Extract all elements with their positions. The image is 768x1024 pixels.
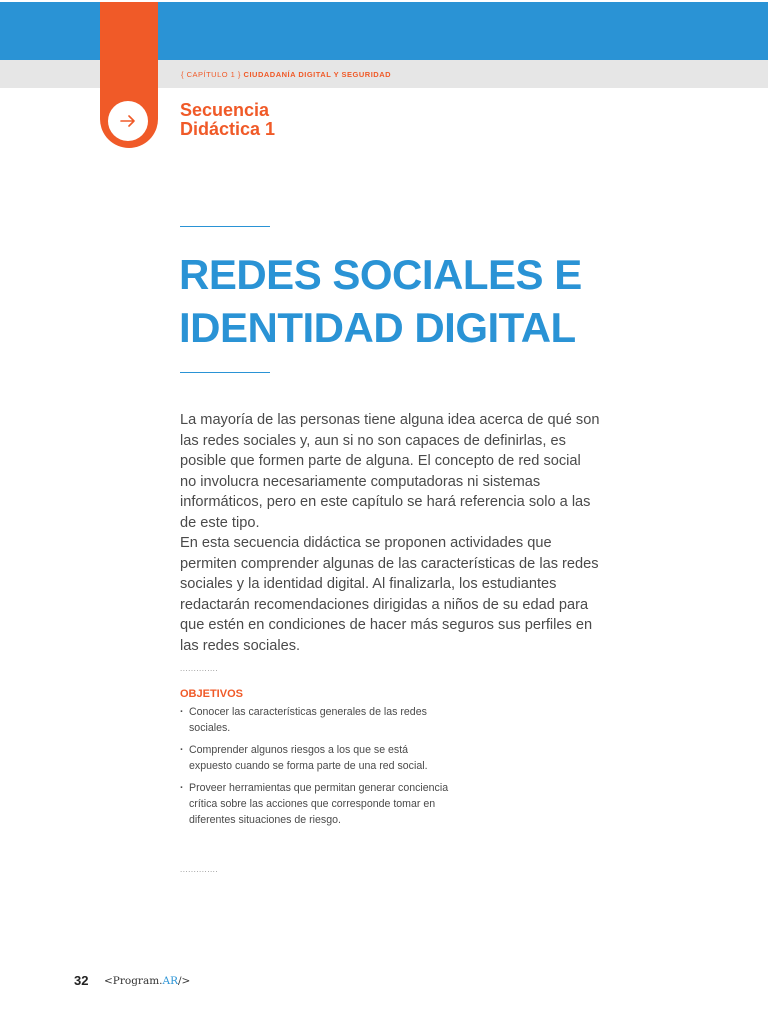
intro-paragraph-2: En esta secuencia didáctica se proponen actividades que permiten comprender algunas de las características de las redes sociales y la identidad digital. Al finalizarla, los estudiantes redactarán recomendaciones dirigidas a niños de su edad para que estén en condiciones de hacer más seguros sus perfiles en las redes sociales. [180,535,599,654]
bottom-divider [180,372,270,373]
brand-prefix: <Program. [104,975,163,987]
page-title-line2: IDENTIDAD DIGITAL [179,304,576,351]
page-title [179,248,659,354]
arrow-right-icon [108,101,148,141]
separator-dots-top: .............. [180,664,219,673]
brand-logo [104,975,190,987]
page-title-line1: REDES SOCIALES E [179,251,582,298]
sequence-title-line2: Didáctica 1 [180,119,276,139]
chapter-title: CIUDADANÍA DIGITAL Y SEGURIDAD [243,70,392,79]
objective-item: · Comprender algunos riesgos a los que se está expuesto cuando se forma parte de una red social. [180,742,450,775]
objective-item: · Conocer las características generales de las redes sociales. [180,704,450,737]
intro-paragraph-1: La mayoría de las personas tiene alguna idea acerca de qué son las redes sociales y, aun si no son capaces de definirlas, es posible que formen parte de alguna. El concepto de red social no involucra necesariamente computadoras ni sistemas informáticos, pero en este capítulo se hará referencia solo a las de este tipo. [180,412,600,531]
chapter-label: { CAPÍTULO 1 } [181,70,241,79]
separator-dots-bottom: .............. [180,865,219,874]
objectives-list [180,704,450,834]
sequence-title [180,101,275,139]
top-divider [180,226,270,227]
objectives-heading: OBJETIVOS [180,688,243,700]
sequence-title-line1: Secuencia [180,100,270,120]
brand-ar: AR [162,975,178,987]
chapter-header [181,70,391,79]
brand-suffix: /> [178,975,191,987]
objective-item: · Proveer herramientas que permitan generar conciencia crítica sobre las acciones que corresponde tomar en diferentes situaciones de riesgo. [180,780,450,829]
page-number: 32 [74,973,89,988]
